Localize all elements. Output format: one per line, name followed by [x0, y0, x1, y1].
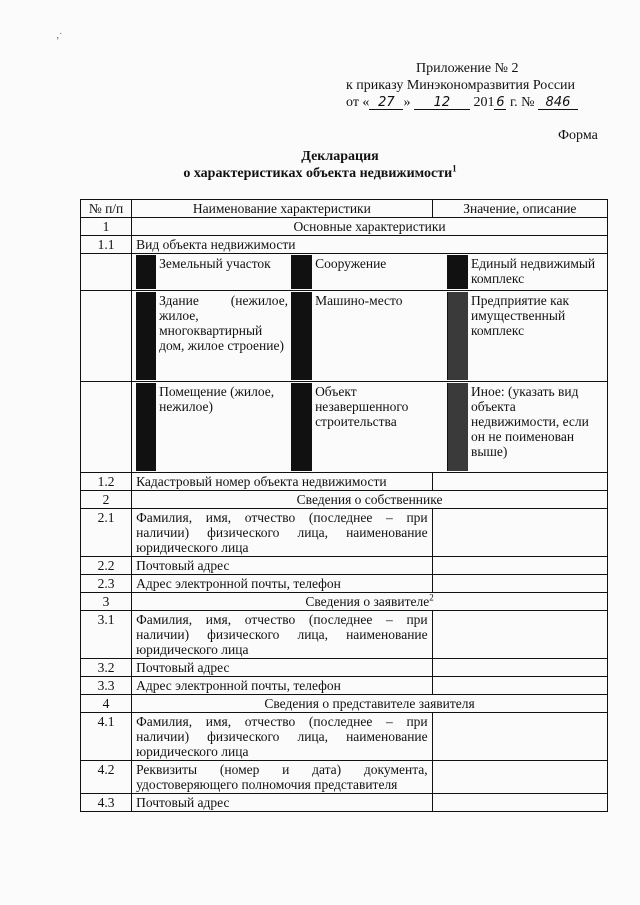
value-cell[interactable]	[432, 659, 607, 677]
handwritten-month: 12	[414, 96, 470, 110]
value-cell[interactable]	[432, 473, 607, 491]
object-type-option[interactable]: Машино-место	[291, 292, 447, 380]
row-label: Вид объекта недвижимости	[132, 236, 608, 254]
col-header-name: Наименование характеристики	[132, 200, 433, 218]
row-label: Фамилия, имя, отчество (последнее – при наличии) физического лица, наименование юридического лица	[132, 713, 433, 761]
title-line-2: о характеристиках объекта недвижимости$^1$	[183, 163, 457, 181]
order-line: к приказу Минэкономразвития России	[346, 78, 576, 93]
scan-mark: ‚ˑ	[56, 30, 63, 41]
row-label: Почтовый адрес	[132, 557, 433, 575]
checkbox-mark[interactable]	[292, 292, 312, 380]
checkbox-mark[interactable]	[136, 292, 156, 380]
appendix-label: Приложение № 2	[416, 61, 519, 76]
row-label: Фамилия, имя, отчество (последнее – при наличии) физического лица, наименование юридического лица	[132, 611, 433, 659]
section-footnote: 2	[429, 592, 434, 603]
object-type-option[interactable]: Помещение (жилое, нежилое)	[136, 383, 291, 471]
checkbox-mark[interactable]	[136, 383, 156, 471]
checkbox-mark[interactable]	[136, 255, 156, 289]
object-type-option[interactable]: Иное: (указать вид объекта недвижимости, если он не поименован выше)	[447, 383, 603, 471]
object-type-row	[81, 254, 608, 291]
object-type-option[interactable]: Предприятие как имущественный комплекс	[447, 292, 603, 380]
document-title	[0, 148, 640, 182]
section-title: Основные характеристики	[132, 218, 608, 236]
value-cell[interactable]	[432, 713, 607, 761]
section-title: Сведения о представителе заявителя	[132, 695, 608, 713]
table-row: 1.2 Кадастровый номер объекта недвижимости	[81, 473, 608, 491]
object-type-row	[81, 291, 608, 382]
handwritten-year-digit: 6	[496, 95, 505, 110]
form-label: Форма	[558, 128, 598, 143]
object-type-row	[81, 382, 608, 473]
object-type-option[interactable]: Единый недвижимый комплекс	[447, 255, 603, 289]
value-cell[interactable]	[432, 677, 607, 695]
object-type-option[interactable]: Сооружение	[291, 255, 447, 289]
section-row: 4 Сведения о представителе заявителя	[81, 695, 608, 713]
checkbox-mark[interactable]	[292, 255, 312, 289]
col-header-value: Значение, описание	[432, 200, 607, 218]
object-type-option[interactable]: Объект незавершенного строительства	[291, 383, 447, 471]
table-row: 2.2 Почтовый адрес	[81, 557, 608, 575]
table-row: 3.1 Фамилия, имя, отчество (последнее – при наличии) физического лица, наименование юридического лица	[81, 611, 608, 659]
col-header-num: № п/п	[81, 200, 132, 218]
row-label: Фамилия, имя, отчество (последнее – при наличии) физического лица, наименование юридического лица	[132, 509, 433, 557]
row-label: Кадастровый номер объекта недвижимости	[132, 473, 433, 491]
table-row: 4.2 Реквизиты (номер и дата) документа, удостоверяющего полномочия представителя	[81, 761, 608, 794]
table-row: 1.1 Вид объекта недвижимости	[81, 236, 608, 254]
handwritten-order-number: 846	[538, 96, 578, 110]
title-line-1: Декларация	[301, 149, 379, 164]
row-label: Почтовый адрес	[132, 794, 433, 812]
value-cell[interactable]	[432, 575, 607, 593]
section-title: Сведения о заявителе$^2$	[132, 593, 608, 611]
table-row: 3.3 Адрес электронной почты, телефон	[81, 677, 608, 695]
section-row: 3 Сведения о заявителе$^2$	[81, 593, 608, 611]
value-cell[interactable]	[432, 557, 607, 575]
object-type-option[interactable]: Здание (нежилое, жилое, многоквартирный дом, жилое строение)	[136, 292, 291, 380]
table-row: 4.3 Почтовый адрес	[81, 794, 608, 812]
section-title: Сведения о собственнике	[132, 491, 608, 509]
declaration-table	[80, 199, 608, 812]
appendix-header	[346, 60, 578, 111]
value-cell[interactable]	[432, 794, 607, 812]
table-row: 3.2 Почтовый адрес	[81, 659, 608, 677]
table-row: 2.3 Адрес электронной почты, телефон	[81, 575, 608, 593]
object-type-option[interactable]: Земельный участок	[136, 255, 291, 289]
section-row: 2 Сведения о собственнике	[81, 491, 608, 509]
row-label: Адрес электронной почты, телефон	[132, 575, 433, 593]
checkbox-mark[interactable]	[448, 292, 468, 380]
value-cell[interactable]	[432, 611, 607, 659]
title-footnote: 1	[452, 163, 457, 174]
table-header-row	[81, 200, 608, 218]
row-label: Почтовый адрес	[132, 659, 433, 677]
order-date-line: от « 27 » 12 201 6 г. № 846	[346, 94, 578, 111]
table-row: 2.1 Фамилия, имя, отчество (последнее – при наличии) физического лица, наименование юридического лица	[81, 509, 608, 557]
value-cell[interactable]	[432, 509, 607, 557]
handwritten-day: 27	[369, 96, 403, 110]
checkbox-mark[interactable]	[292, 383, 312, 471]
section-row: 1 Основные характеристики	[81, 218, 608, 236]
value-cell[interactable]	[432, 761, 607, 794]
row-label: Адрес электронной почты, телефон	[132, 677, 433, 695]
checkbox-mark[interactable]	[448, 383, 468, 471]
table-row: 4.1 Фамилия, имя, отчество (последнее – при наличии) физического лица, наименование юридического лица	[81, 713, 608, 761]
row-label: Реквизиты (номер и дата) документа, удостоверяющего полномочия представителя	[132, 761, 433, 794]
checkbox-mark[interactable]	[448, 255, 468, 289]
